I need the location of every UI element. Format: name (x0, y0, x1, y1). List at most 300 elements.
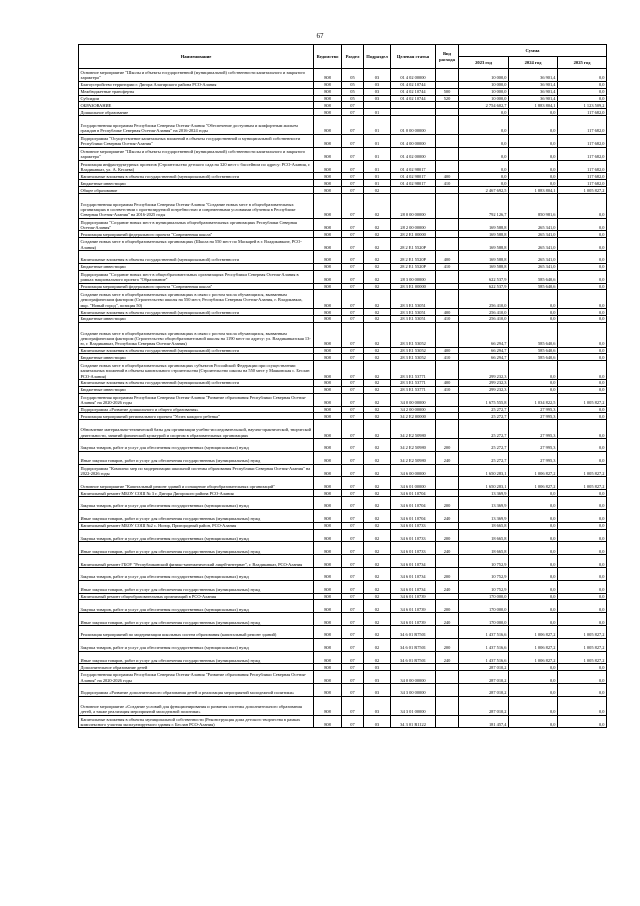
cell-section: 07 (342, 354, 364, 361)
cell-subsection: 02 (364, 600, 391, 613)
table-row (79, 354, 607, 361)
cell-2024: 0,0 (509, 580, 558, 593)
cell-name: Бюджетные инвестиции (79, 354, 314, 361)
cell-target: 28 2 E1 00000 (391, 231, 436, 238)
cell-ministry: 808 (314, 290, 342, 309)
cell-name: Благоустройство территории г. Дигора Алагирского района РСО-Алания (79, 81, 314, 88)
cell-name: Создание новых мест в общеобразовательных организациях субъектов Российской Федерации при осуществлении капитальных вложений в объекты капитального строительства (Строительство школы на 550 мест у Маяковская с. Беслан РСО-Алания) (79, 361, 314, 380)
table-row (79, 477, 607, 490)
cell-name: Основное мероприятие "Капитальный ремонт зданий и оснащение общеобразовательных организаций" (79, 477, 314, 490)
header-target: Целевая статья (391, 45, 436, 69)
cell-section: 07 (342, 671, 364, 684)
cell-ministry: 808 (314, 651, 342, 664)
cell-2024: 265 341,0 (509, 231, 558, 238)
cell-2025: 0,0 (558, 290, 607, 309)
cell-2023: 170 000,0 (459, 593, 509, 600)
cell-subsection: 02 (364, 567, 391, 580)
cell-2024: 265 341,0 (509, 218, 558, 231)
cell-exptype (436, 413, 459, 420)
cell-exptype (436, 555, 459, 568)
cell-section: 07 (342, 231, 364, 238)
cell-section: 07 (342, 109, 364, 116)
cell-target: 34 6 00 00000 (391, 464, 436, 477)
cell-section: 07 (342, 147, 364, 160)
cell-section: 07 (342, 651, 364, 664)
cell-ministry: 808 (314, 238, 342, 251)
cell-2024: 0,0 (509, 671, 558, 684)
cell-2024: 1 883 804,1 (509, 187, 558, 194)
cell-section: 07 (342, 477, 364, 490)
cell-exptype (436, 696, 459, 715)
cell-ministry: 808 (314, 529, 342, 542)
cell-target: 28 3 E1 53771 (391, 361, 436, 380)
cell-2025: 0,0 (558, 580, 607, 593)
cell-name: Капитальный ремонт МБОУ СОШ № 3 г. Дигора Дигорского района РСО-Алания (79, 490, 314, 497)
cell-2025: 1 005 827,2 (558, 626, 607, 639)
cell-2024: 1 006 827,2 (509, 464, 558, 477)
cell-2024: 585 640,6 (509, 354, 558, 361)
cell-exptype: 240 (436, 542, 459, 555)
cell-ministry: 808 (314, 420, 342, 439)
cell-ministry: 808 (314, 95, 342, 102)
cell-2024: 0,0 (509, 109, 558, 116)
cell-subsection: 02 (364, 251, 391, 264)
cell-2024: 1 006 827,2 (509, 651, 558, 664)
cell-ministry: 808 (314, 347, 342, 354)
cell-ministry: 808 (314, 406, 342, 413)
cell-target: 34 3 01 00000 (391, 696, 436, 715)
cell-exptype (436, 464, 459, 477)
cell-2024: 850 981,6 (509, 194, 558, 219)
cell-target (391, 664, 436, 671)
cell-2024: 0,0 (509, 542, 558, 555)
cell-target: 34 6 01 10734 (391, 580, 436, 593)
cell-section: 07 (342, 116, 364, 135)
cell-2025: 0,0 (558, 386, 607, 393)
cell-section: 07 (342, 322, 364, 347)
cell-section: 07 (342, 218, 364, 231)
table-row (79, 413, 607, 420)
cell-name: Подпрограмма «Развитие дополнительного образования детей и реализация мероприятий молодежной политики» (79, 684, 314, 697)
table-row (79, 102, 607, 109)
cell-2023: 0,0 (459, 180, 509, 187)
cell-subsection: 02 (364, 529, 391, 542)
cell-target: 01 4 02 10744 (391, 88, 436, 95)
cell-target: 28 3 E1 00000 (391, 283, 436, 290)
cell-name: Дошкольное образование (79, 109, 314, 116)
cell-exptype: 520 (436, 95, 459, 102)
cell-2025: 0,0 (558, 379, 607, 386)
cell-2024: 0,0 (509, 684, 558, 697)
cell-2024: 0,0 (509, 529, 558, 542)
cell-ministry: 808 (314, 69, 342, 82)
cell-subsection: 02 (364, 386, 391, 393)
cell-target: 28 3 E1 53771 (391, 386, 436, 393)
cell-2023: 66 294,7 (459, 354, 509, 361)
cell-section: 07 (342, 263, 364, 270)
cell-2023: 0,0 (459, 173, 509, 180)
cell-ministry: 808 (314, 218, 342, 231)
cell-target: 28 2 00 00000 (391, 218, 436, 231)
table-row (79, 715, 607, 728)
cell-2025: 0,0 (558, 451, 607, 464)
cell-target: 28 3 E1 53051 (391, 316, 436, 323)
table-row (79, 263, 607, 270)
cell-section: 07 (342, 134, 364, 147)
cell-exptype: 200 (436, 567, 459, 580)
cell-target: 34 0 00 00000 (391, 393, 436, 406)
cell-subsection: 02 (364, 283, 391, 290)
cell-target: 28 0 00 00000 (391, 194, 436, 219)
cell-exptype (436, 160, 459, 173)
cell-2023: 25 272,7 (459, 406, 509, 413)
cell-2023: 0,0 (459, 116, 509, 135)
cell-name: Реализация мероприятий федерального проекта "Современная школа" (79, 283, 314, 290)
cell-2023: 1 437 516,6 (459, 651, 509, 664)
cell-subsection: 02 (364, 316, 391, 323)
cell-ministry: 808 (314, 567, 342, 580)
cell-target: 34 2 E2 00000 (391, 413, 436, 420)
cell-ministry: 808 (314, 180, 342, 187)
cell-2024: 0,0 (509, 555, 558, 568)
cell-2023: 25 272,7 (459, 420, 509, 439)
table-row (79, 347, 607, 354)
cell-section: 07 (342, 180, 364, 187)
cell-name: Общее образование (79, 187, 314, 194)
cell-2024: 0,0 (509, 290, 558, 309)
cell-2025: 0,0 (558, 490, 607, 497)
cell-target: 01 4 02 98017 (391, 180, 436, 187)
cell-exptype: 400 (436, 251, 459, 264)
cell-subsection (364, 102, 391, 109)
cell-ministry: 808 (314, 361, 342, 380)
cell-2025: 0,0 (558, 354, 607, 361)
table-row (79, 593, 607, 600)
cell-subsection: 02 (364, 406, 391, 413)
cell-name: Закупка товаров, работ и услуг для обеспечения государственных (муниципальных) нужд (79, 600, 314, 613)
table-row (79, 309, 607, 316)
cell-subsection: 02 (364, 263, 391, 270)
cell-subsection: 02 (364, 270, 391, 283)
cell-exptype: 200 (436, 529, 459, 542)
cell-subsection: 02 (364, 593, 391, 600)
cell-exptype: 400 (436, 347, 459, 354)
cell-2024: 0,0 (509, 316, 558, 323)
cell-2024: 0,0 (509, 497, 558, 510)
cell-exptype: 400 (436, 173, 459, 180)
cell-2023: 170 000,0 (459, 613, 509, 626)
cell-2024: 27 995,3 (509, 406, 558, 413)
cell-2023: 18 665,8 (459, 529, 509, 542)
cell-section: 07 (342, 187, 364, 194)
cell-2024: 0,0 (509, 664, 558, 671)
cell-2025: 117 682,0 (558, 180, 607, 187)
cell-subsection: 03 (364, 88, 391, 95)
cell-name: Капитальные вложения в объекты государственной (муниципальной) собственности (79, 347, 314, 354)
cell-section: 05 (342, 88, 364, 95)
cell-section: 07 (342, 451, 364, 464)
cell-2023: 10 752,9 (459, 555, 509, 568)
cell-exptype (436, 109, 459, 116)
cell-name: Государственная программа Республики Северная Осетия-Алания "Обеспечение доступным и комфортным жильем граждан в Республике Северная Осетия-Алания" на 2016-2024 годы (79, 116, 314, 135)
cell-section: 07 (342, 420, 364, 439)
cell-exptype: 400 (436, 309, 459, 316)
cell-subsection: 02 (364, 542, 391, 555)
cell-2023: 622 537,9 (459, 270, 509, 283)
table-row (79, 187, 607, 194)
table-row (79, 420, 607, 439)
cell-2025: 0,0 (558, 406, 607, 413)
cell-ministry: 808 (314, 88, 342, 95)
cell-name: Реализация мероприятий регионального проекта "Успех каждого ребенка" (79, 413, 314, 420)
cell-2025: 1 005 827,2 (558, 638, 607, 651)
cell-2023: 287 010,2 (459, 684, 509, 697)
cell-2023: 1 650 283,1 (459, 464, 509, 477)
cell-name: Субсидии (79, 95, 314, 102)
cell-target: 34 6 01 10704 (391, 509, 436, 522)
cell-ministry: 808 (314, 194, 342, 219)
cell-2025: 0,0 (558, 251, 607, 264)
table-row (79, 393, 607, 406)
cell-2024: 1 883 804,1 (509, 102, 558, 109)
cell-subsection: 02 (364, 613, 391, 626)
cell-2023: 1 437 516,6 (459, 638, 509, 651)
cell-2025: 117 682,0 (558, 147, 607, 160)
cell-target (391, 187, 436, 194)
cell-2023: 169 588,8 (459, 263, 509, 270)
cell-subsection: 02 (364, 477, 391, 490)
cell-2025: 117 682,0 (558, 109, 607, 116)
cell-2024: 27 995,3 (509, 420, 558, 439)
cell-section: 07 (342, 406, 364, 413)
cell-2023: 256 410,0 (459, 316, 509, 323)
cell-subsection: 02 (364, 187, 391, 194)
cell-exptype (436, 231, 459, 238)
cell-exptype: 240 (436, 651, 459, 664)
cell-ministry: 808 (314, 309, 342, 316)
cell-2023: 10 000,0 (459, 88, 509, 95)
cell-subsection: 01 (364, 109, 391, 116)
cell-2023: 10 752,9 (459, 580, 509, 593)
cell-subsection: 02 (364, 290, 391, 309)
cell-2023: 299 232,3 (459, 361, 509, 380)
cell-2025: 0,0 (558, 420, 607, 439)
cell-exptype (436, 194, 459, 219)
cell-target: 01 0 00 00000 (391, 116, 436, 135)
cell-name: Капитальный ремонт общеобразовательных организаций в РСО-Алания (79, 593, 314, 600)
cell-target: 28 3 E1 53052 (391, 322, 436, 347)
cell-name: Бюджетные инвестиции (79, 180, 314, 187)
cell-2023: 170 000,0 (459, 600, 509, 613)
cell-2024: 27 995,3 (509, 451, 558, 464)
cell-2024: 0,0 (509, 116, 558, 135)
cell-2025: 0,0 (558, 347, 607, 354)
table-row (79, 567, 607, 580)
cell-exptype: 410 (436, 316, 459, 323)
cell-exptype (436, 283, 459, 290)
cell-name: Основное мероприятие "Школы и объекты государственной (муниципальной) собственности капитального и закрытого характера" (79, 69, 314, 82)
cell-2023: 169 588,8 (459, 238, 509, 251)
table-row (79, 439, 607, 452)
cell-2025: 0,0 (558, 555, 607, 568)
table-row (79, 81, 607, 88)
cell-2025: 0,0 (558, 613, 607, 626)
cell-target (391, 109, 436, 116)
table-row (79, 555, 607, 568)
cell-2024: 0,0 (509, 715, 558, 728)
cell-subsection: 01 (364, 173, 391, 180)
cell-target: 34 6 01 10704 (391, 497, 436, 510)
cell-target: 28 3 E1 53052 (391, 354, 436, 361)
cell-section: 07 (342, 251, 364, 264)
cell-2024: 265 341,0 (509, 251, 558, 264)
cell-target: 01 4 00 00000 (391, 134, 436, 147)
cell-subsection: 01 (364, 147, 391, 160)
cell-2025: 1 123 509,2 (558, 102, 607, 109)
cell-exptype: 200 (436, 439, 459, 452)
cell-2024: 0,0 (509, 600, 558, 613)
cell-2023: 256 410,0 (459, 309, 509, 316)
cell-2023: 13 369,9 (459, 490, 509, 497)
cell-2023: 169 588,8 (459, 231, 509, 238)
cell-exptype (436, 393, 459, 406)
cell-2025: 0,0 (558, 263, 607, 270)
cell-2023: 66 294,7 (459, 322, 509, 347)
cell-target: 01 4 02 10744 (391, 95, 436, 102)
cell-name: Капитальный ремонт МБОУ СОШ №2 с. Ногир, Пригородный район, РСО-Алания (79, 522, 314, 529)
table-row (79, 361, 607, 380)
cell-2025: 0,0 (558, 593, 607, 600)
cell-subsection: 02 (364, 626, 391, 639)
cell-exptype (436, 322, 459, 347)
cell-2024: 585 640,6 (509, 270, 558, 283)
cell-exptype (436, 477, 459, 490)
cell-section: 07 (342, 555, 364, 568)
table-row (79, 218, 607, 231)
cell-exptype (436, 593, 459, 600)
cell-ministry: 808 (314, 393, 342, 406)
cell-2024: 1 006 827,2 (509, 477, 558, 490)
cell-2025: 0,0 (558, 194, 607, 219)
cell-subsection: 02 (364, 238, 391, 251)
cell-2025: 0,0 (558, 497, 607, 510)
cell-subsection: 03 (364, 664, 391, 671)
cell-ministry: 808 (314, 413, 342, 420)
cell-2024: 0,0 (509, 173, 558, 180)
table-row (79, 497, 607, 510)
cell-exptype: 240 (436, 613, 459, 626)
cell-2025: 1 005 827,2 (558, 464, 607, 477)
cell-ministry: 808 (314, 109, 342, 116)
cell-2025: 1 005 827,2 (558, 187, 607, 194)
cell-ministry: 808 (314, 187, 342, 194)
cell-section: 05 (342, 69, 364, 82)
cell-subsection: 03 (364, 696, 391, 715)
cell-exptype (436, 270, 459, 283)
cell-ministry: 808 (314, 270, 342, 283)
cell-2025: 0,0 (558, 322, 607, 347)
cell-section: 07 (342, 509, 364, 522)
cell-subsection: 02 (364, 509, 391, 522)
cell-2024: 0,0 (509, 147, 558, 160)
table-row (79, 651, 607, 664)
header-name: Наименование (79, 45, 314, 69)
cell-2025: 0,0 (558, 413, 607, 420)
cell-exptype (436, 420, 459, 439)
cell-subsection: 02 (364, 420, 391, 439)
cell-2024: 27 995,3 (509, 439, 558, 452)
cell-subsection: 02 (364, 439, 391, 452)
cell-target: 28 3 E1 53771 (391, 379, 436, 386)
table-row (79, 696, 607, 715)
cell-subsection: 03 (364, 95, 391, 102)
cell-2023: 1 437 516,6 (459, 626, 509, 639)
table-row (79, 283, 607, 290)
cell-subsection: 02 (364, 361, 391, 380)
cell-name: Подпрограмма "Осуществление капитальных вложений в объекты государственной и муниципальной собственности Республики Северная Осетия-Алания" (79, 134, 314, 147)
cell-subsection: 02 (364, 497, 391, 510)
cell-target: 28 3 E1 53051 (391, 309, 436, 316)
cell-2023: 299 232,3 (459, 379, 509, 386)
table-row (79, 664, 607, 671)
table-row (79, 684, 607, 697)
cell-name: Закупка товаров, работ и услуг для обеспечения государственных (муниципальных) нужд (79, 567, 314, 580)
header-subsection: Подраздел (364, 45, 391, 69)
cell-ministry: 808 (314, 600, 342, 613)
header-year-2023: 2023 год (459, 57, 509, 69)
cell-2024: 0,0 (509, 490, 558, 497)
cell-target: 34 2 00 00000 (391, 406, 436, 413)
header-sum: Сумма (459, 45, 607, 57)
cell-2024: 0,0 (509, 567, 558, 580)
cell-name: Создание новых мест в общеобразовательных организациях (Школа на 550 мест по Маскарей в г. Владикавказе, РСО-Алания) (79, 238, 314, 251)
cell-2024: 36 901,4 (509, 95, 558, 102)
cell-target: 34 6 01 00000 (391, 477, 436, 490)
cell-section: 07 (342, 173, 364, 180)
table-row (79, 238, 607, 251)
cell-2023: 181 457,4 (459, 715, 509, 728)
table-row (79, 134, 607, 147)
cell-target: 34 6 01 10734 (391, 567, 436, 580)
cell-ministry: 808 (314, 439, 342, 452)
cell-ministry: 808 (314, 316, 342, 323)
cell-name: Государственная программа Республики Северная Осетия-Алания "Развитие образования Республики Северная Осетия-Алания" на 2020-2026 годы (79, 671, 314, 684)
header-exptype: Вид расхода (436, 45, 459, 69)
cell-2023: 299 232,3 (459, 386, 509, 393)
cell-target: 34 6 01 10739 (391, 593, 436, 600)
cell-section: 07 (342, 567, 364, 580)
cell-2024: 265 341,0 (509, 238, 558, 251)
table-row (79, 406, 607, 413)
cell-target: 34 0 00 00000 (391, 671, 436, 684)
cell-2023: 169 588,8 (459, 218, 509, 231)
cell-2024: 0,0 (509, 379, 558, 386)
cell-exptype (436, 187, 459, 194)
table-row (79, 290, 607, 309)
cell-2024: 585 640,6 (509, 322, 558, 347)
cell-section: 07 (342, 696, 364, 715)
cell-subsection: 02 (364, 194, 391, 219)
cell-name: Межбюджетные трансферты (79, 88, 314, 95)
cell-name: Подпрограмма «Развитие дошкольного и общего образования» (79, 406, 314, 413)
cell-2023: 1 650 283,1 (459, 477, 509, 490)
cell-name: Иные закупки товаров, работ и услуг для обеспечения государственных (муниципальных) нужд (79, 509, 314, 522)
cell-2025: 0,0 (558, 309, 607, 316)
cell-section: 07 (342, 684, 364, 697)
cell-exptype (436, 238, 459, 251)
table-row (79, 95, 607, 102)
table-row (79, 671, 607, 684)
